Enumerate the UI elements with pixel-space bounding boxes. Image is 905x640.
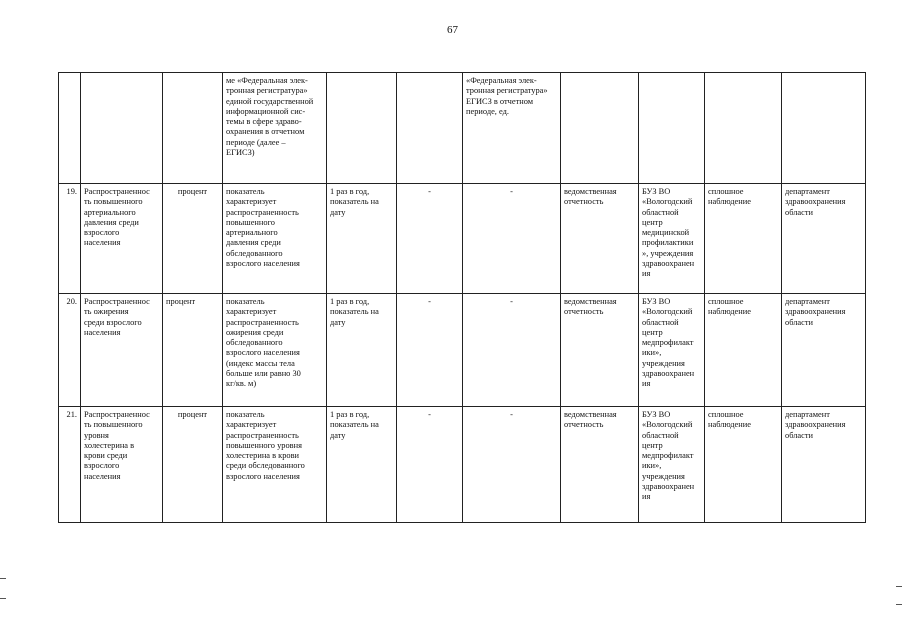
table-row xyxy=(59,294,866,407)
row-number: 21. xyxy=(59,407,81,523)
indicator-name: Распространеннос ть ожирения среди взрослого населения xyxy=(81,294,163,407)
department: департамент здравоохранения области xyxy=(782,407,866,523)
basic-indicators: - xyxy=(463,294,561,407)
table-row xyxy=(59,184,866,294)
cell-unit xyxy=(163,73,223,184)
scan-edge-mark xyxy=(0,598,6,599)
formula: - xyxy=(397,294,463,407)
collection-method: ведомственная отчетность xyxy=(561,407,639,523)
population: сплошное наблюдение xyxy=(705,294,782,407)
frequency: 1 раз в год, показатель на дату xyxy=(327,294,397,407)
unit: процент xyxy=(163,294,223,407)
indicator-name: Распространеннос ть повышенного уровня холестерина в крови среди взрослого населения xyxy=(81,407,163,523)
cell-num xyxy=(59,73,81,184)
cell-responsible xyxy=(639,73,705,184)
cell-frequency xyxy=(327,73,397,184)
cell-name xyxy=(81,73,163,184)
scan-edge-mark xyxy=(896,586,902,587)
scan-edge-mark xyxy=(896,604,902,605)
unit: процент xyxy=(163,407,223,523)
cell-method xyxy=(561,73,639,184)
frequency: 1 раз в год, показатель на дату xyxy=(327,184,397,294)
department: департамент здравоохранения области xyxy=(782,294,866,407)
definition: показатель характеризует распространенность повышенного уровня холестерина в крови среди обследованного взрослого населения xyxy=(223,407,327,523)
unit: процент xyxy=(163,184,223,294)
definition: показатель характеризует распространенность повышенного артериального давления среди обследованного взрослого населения xyxy=(223,184,327,294)
department: департамент здравоохранения области xyxy=(782,184,866,294)
basic-indicators: - xyxy=(463,407,561,523)
collection-method: ведомственная отчетность xyxy=(561,184,639,294)
basic-indicators: - xyxy=(463,184,561,294)
frequency: 1 раз в год, показатель на дату xyxy=(327,407,397,523)
responsible: БУЗ ВО «Вологодский областной центр медицинской профилактики », учреждения здравоохранен ия xyxy=(639,184,705,294)
responsible: БУЗ ВО «Вологодский областной центр медпрофилакт ики», учреждения здравоохранен ия xyxy=(639,294,705,407)
cell-basic: «Федеральная элек- тронная регистратура» ЕГИСЗ в отчетном периоде, ед. xyxy=(463,73,561,184)
table-row xyxy=(59,407,866,523)
row-number: 20. xyxy=(59,294,81,407)
cell-population xyxy=(705,73,782,184)
indicator-name: Распространеннос ть повышенного артериального давления среди взрослого населения xyxy=(81,184,163,294)
row-number: 19. xyxy=(59,184,81,294)
population: сплошное наблюдение xyxy=(705,184,782,294)
indicators-table xyxy=(58,72,866,523)
population: сплошное наблюдение xyxy=(705,407,782,523)
definition: показатель характеризует распространенность ожирения среди обследованного взрослого населения (индекс массы тела больше или равно 30 кг/кв. м) xyxy=(223,294,327,407)
formula: - xyxy=(397,407,463,523)
formula: - xyxy=(397,184,463,294)
scan-edge-mark xyxy=(0,578,6,579)
collection-method: ведомственная отчетность xyxy=(561,294,639,407)
page-number: 67 xyxy=(447,24,458,36)
cell-formula xyxy=(397,73,463,184)
table-row-continuation xyxy=(59,73,866,184)
responsible: БУЗ ВО «Вологодский областной центр медпрофилакт ики», учреждения здравоохранен ия xyxy=(639,407,705,523)
cell-department xyxy=(782,73,866,184)
cell-definition: ме «Федеральная элек- тронная регистратура» единой государственной информационной сис- темы в сфере здраво- охранения в отчетном периоде (далее – ЕГИСЗ) xyxy=(223,73,327,184)
